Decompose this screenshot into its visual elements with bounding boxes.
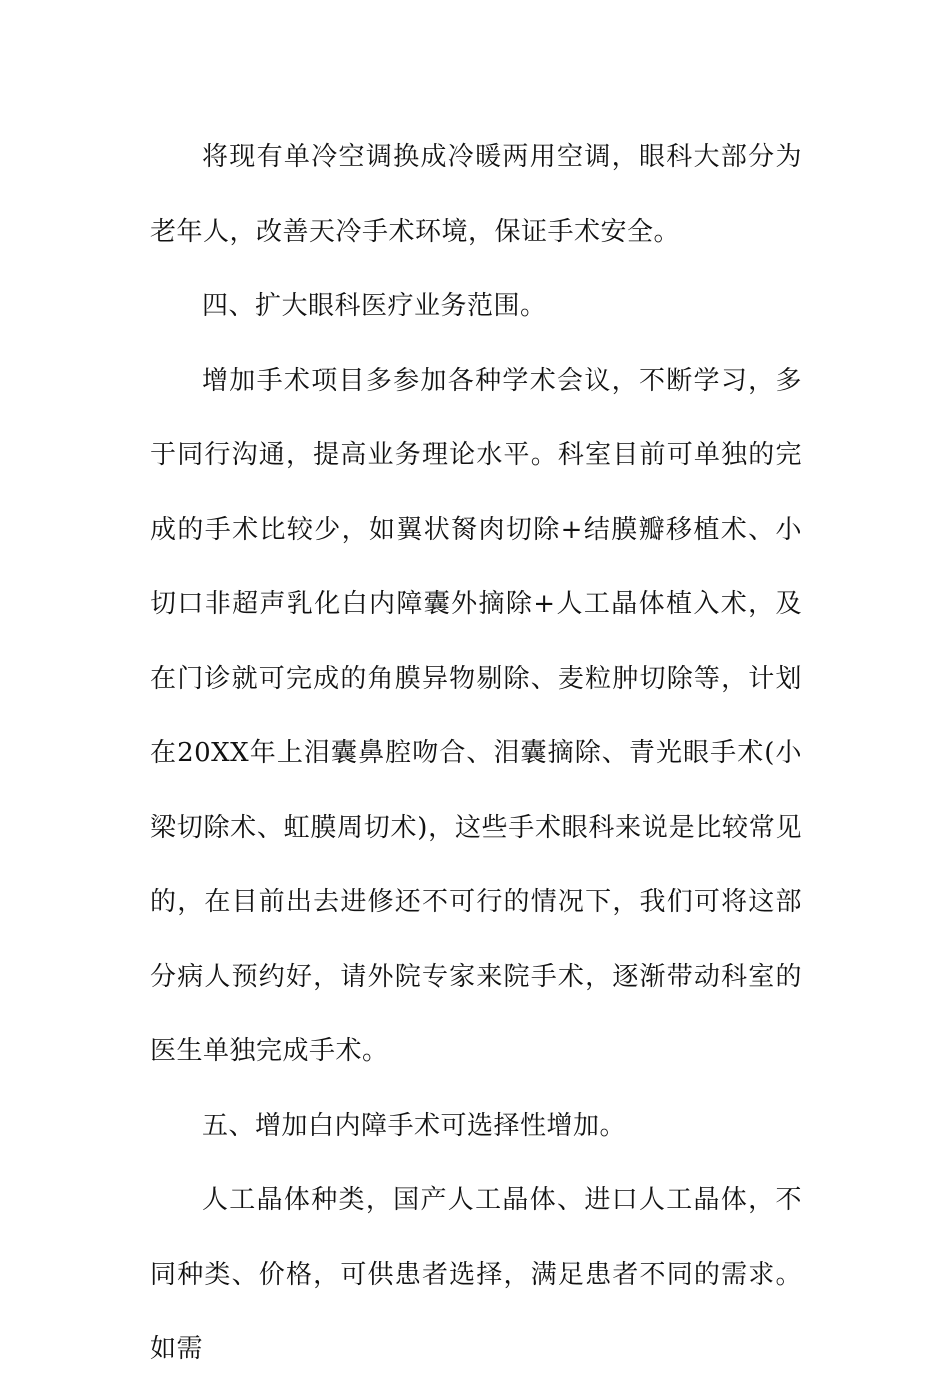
paragraph-intraocular-lens: 人工晶体种类，国产人工晶体、进口人工晶体，不同种类、价格，可供患者选择，满足患者不同的需求。如需 (150, 1185, 802, 1364)
paragraph-air-conditioning: 将现有单冷空调换成冷暖两用空调，眼科大部分为老年人，改善天冷手术环境，保证手术安全。 (150, 142, 802, 247)
document-body (150, 120, 802, 1387)
section-heading-5: 五、增加白内障手术可选择性增加。 (202, 1110, 627, 1141)
section-heading-4: 四、扩大眼科医疗业务范围。 (202, 291, 547, 321)
paragraph-surgery-projects: 增加手术项目多参加各种学术会议，不断学习，多于同行沟通，提高业务理论水平。科室目前可单独的完成的手术比较少，如翼状胬肉切除+结膜瓣移植术、小切口非超声乳化白内障囊外摘除+人工晶体植入术，及在门诊就可完成的角膜异物剔除、麦粒肿切除等，计划在20XX年上泪囊鼻腔吻合、泪囊摘除、青光眼手术(小梁切除术、虹膜周切术)，这些手术眼科来说是比较常见的，在目前出去进修还不可行的情况下，我们可将这部分病人预约好，请外院专家来院手术，逐渐带动科室的医生单独完成手术。 (150, 365, 802, 1066)
